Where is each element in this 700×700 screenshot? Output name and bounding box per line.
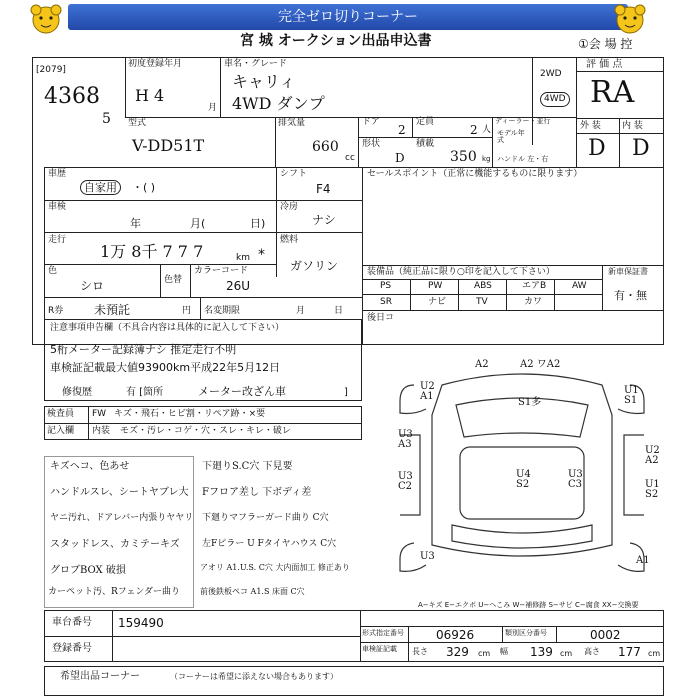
dealer-label: ディーラー・並行 — [495, 117, 551, 125]
remark-right-2: Fフロア差し 下ボディ差 — [202, 487, 312, 498]
mark-a2-top: A2 — [475, 359, 489, 370]
transfer-month: 月 — [296, 306, 306, 316]
color-code-label: カラーコード — [194, 266, 249, 276]
usage-value-circled: 自家用 — [80, 180, 121, 195]
equip-ps: PS — [380, 281, 392, 291]
evaluation-label: 評 価 点 — [586, 59, 623, 70]
equip-abs: ABS — [474, 281, 492, 291]
warranty-label: 新車保証書 — [608, 267, 648, 276]
mark-a2-wa: A2 ワA2 — [520, 359, 561, 370]
drive-2wd: 2WD — [540, 69, 562, 79]
car-outline-right-side — [624, 435, 644, 515]
height-value: 177 — [618, 645, 641, 659]
remark-right-5: アオリ A1.U.S. C穴 大内面加工 修正あり — [200, 563, 350, 572]
month-suffix: 月 — [208, 103, 218, 113]
inspection-label: 車検 — [48, 202, 67, 212]
inspector-interior: 内装 — [92, 426, 111, 436]
recycle-unit: 円 — [182, 306, 192, 316]
wish-corner-label: 希望出品コーナー — [60, 671, 140, 682]
remark-right-3: 下廻りマフラーガード曲り C穴 — [202, 513, 329, 523]
shift-value: F4 — [316, 182, 331, 196]
length-label: 長さ — [412, 647, 428, 656]
doors-label: ドア — [362, 117, 380, 127]
remark-left-3: ヤニ汚れ、ドアレバー内張りヤヤリ — [50, 513, 194, 523]
mark-s1: S1多 — [518, 397, 542, 408]
auction-name: 宮 城 オークション出品申込書 — [240, 33, 432, 49]
length-value: 329 — [446, 645, 469, 659]
color-value: シロ — [80, 279, 105, 293]
warranty-value: 有・無 — [614, 289, 647, 302]
mascot-left-icon — [28, 2, 64, 36]
notes-label: 注意事項申告欄（不具合内容は具体的に記入して下さい） — [50, 323, 285, 333]
registration-number-label: 登録番号 — [52, 643, 92, 654]
model-label: 型式 — [128, 118, 147, 128]
exterior-grade: D — [588, 136, 606, 161]
venue-label: ①会 場 控 — [578, 37, 633, 51]
title-banner — [68, 4, 628, 30]
evaluation-score: RA — [590, 75, 635, 110]
model-year-label: モデル年式 — [497, 129, 525, 144]
remark-left-1: キズヘコ、色あせ — [50, 461, 130, 472]
damage-legend: A−キズ E−エクボ U−へこみ W−補修跡 S−サビ C−腐食 XX−交換要 — [418, 601, 639, 609]
color-code-value: 26U — [226, 279, 251, 293]
displacement-unit: cc — [345, 153, 355, 163]
remark-left-4: スタッドレス、カミテーキズ — [50, 539, 180, 550]
equip-tv: TV — [476, 297, 488, 307]
load-value: 350 — [450, 149, 477, 165]
chassis-number-label: 車台番号 — [52, 617, 92, 628]
shape-label: 形状 — [362, 139, 381, 149]
drive-4wd-circled: 4WD — [540, 92, 570, 107]
inspector-fw: FW — [92, 409, 107, 419]
color-label: 色 — [48, 266, 58, 276]
load-unit: kg — [482, 155, 491, 163]
wish-corner-note: （コーナーは希望に添えない場合もあります） — [170, 672, 338, 681]
mileage-label: 走行 — [48, 235, 67, 245]
mark-u3-bottom: U3 — [420, 551, 435, 562]
width-unit: cm — [560, 649, 573, 658]
equipment-label: 装備品（純正品に限り○印を記入して下さい） — [367, 267, 555, 277]
capacity-unit: 人 — [482, 125, 492, 135]
exterior-label: 外 装 — [580, 121, 601, 131]
mark-u1-s2-right: U1 S2 — [645, 479, 660, 500]
interior-grade: D — [632, 136, 650, 161]
aircon-value: ナシ — [312, 213, 336, 227]
usage-label: 車歴 — [48, 169, 67, 179]
mileage-unit: km — [236, 253, 250, 263]
inspection-day: 日) — [250, 217, 266, 230]
name-grade-label: 車名・グレード — [224, 59, 288, 69]
shape-value: D — [395, 151, 405, 165]
equip-pw: PW — [428, 281, 443, 291]
size-label: 車検証記載 — [362, 645, 397, 653]
car-outline-rear — [452, 525, 592, 548]
equip-sr: SR — [380, 297, 392, 307]
mark-u2-a2-right: U2 A2 — [645, 445, 660, 466]
length-unit: cm — [478, 649, 491, 658]
repair-history-value: 有 [箇所 — [126, 387, 164, 398]
remark-left-6: カーペット汚、Rフェンダー曲り — [48, 587, 180, 597]
sales-points-label: セールスポイント（正常に機能するものに限ります） — [367, 169, 583, 179]
equip-navi: ナビ — [428, 297, 447, 307]
inspection-month: 月( — [190, 217, 206, 230]
equip-aw: AW — [572, 281, 587, 291]
type-cert-label: 形式指定番号 — [362, 629, 404, 637]
transfer-deadline-label: 名変期限 — [204, 306, 241, 316]
after-fit-label: 後日コ — [367, 313, 395, 323]
mileage-star: * — [258, 247, 265, 263]
fuel-label: 燃料 — [280, 235, 299, 245]
remark-right-1: 下廻りS.C穴 下見要 — [202, 461, 293, 472]
mascot-right-icon — [612, 2, 648, 36]
repair-close: ] — [344, 387, 348, 398]
shift-label: シフト — [280, 169, 308, 179]
height-unit: cm — [648, 649, 661, 658]
equip-leather: カワ — [524, 297, 543, 307]
notes-line-2: 車検証記載最大値93900km平成22年5月12日 — [50, 361, 281, 374]
chassis-number-value: 159490 — [118, 616, 164, 630]
usage-paren: ・( ) — [132, 181, 156, 194]
repair-location: メーター改ざん車 — [198, 385, 286, 398]
load-label: 積載 — [416, 139, 435, 149]
displacement-label: 排気量 — [278, 118, 306, 128]
repair-history-label: 修復歴 — [62, 387, 92, 398]
lot-mark: 5 — [102, 111, 111, 127]
width-value: 139 — [530, 645, 553, 659]
notes-line-1: 5桁メーター記録簿ナシ 推定走行不明 — [50, 343, 237, 356]
class-value: 0002 — [590, 628, 621, 642]
recycle-value: 未預託 — [94, 303, 131, 317]
mileage-value: 1万 8千 7 7 7 — [100, 242, 204, 261]
mark-u3-a3: U3 A3 — [398, 429, 413, 450]
interior-label: 内 装 — [622, 121, 643, 131]
equip-airbag: エアB — [522, 281, 547, 291]
displacement-value: 660 — [312, 139, 339, 155]
capacity-value: 2 — [470, 123, 478, 137]
model-value: V-DD51T — [132, 136, 205, 155]
remark-right-4: 左Fピラー U Fタイヤハウス C穴 — [202, 539, 337, 549]
fuel-value: ガソリン — [290, 259, 339, 273]
recycle-label: R券 — [48, 306, 64, 316]
height-label: 高さ — [584, 647, 600, 656]
remark-left-5: グロブBOX 破損 — [50, 565, 126, 576]
inspector-label: 検査員 — [47, 409, 75, 419]
mark-u3-c3: U3 C3 — [568, 469, 583, 490]
lot-id: [2079] — [36, 65, 66, 75]
mark-u2-a1-left: U2 A1 — [420, 381, 435, 402]
inspection-year: 年 — [130, 217, 141, 230]
doors-value: 2 — [398, 123, 406, 137]
banner-title: 完全ゼロ切りコーナー — [278, 9, 418, 25]
inspector-interior-items: モズ・汚レ・コゲ・穴・スレ・キレ・破レ — [120, 426, 291, 436]
aircon-label: 冷房 — [280, 202, 299, 212]
mark-u4-s2: U4 S2 — [516, 469, 531, 490]
remark-right-6: 前後鉄板ペコ A1.S 床面 C穴 — [200, 587, 305, 596]
mark-a1-bottom: A1 — [636, 555, 650, 566]
inspector-entry-label: 記入欄 — [47, 426, 75, 436]
transfer-day: 日 — [334, 306, 344, 316]
handle-label: ハンドル 左・右 — [497, 155, 549, 163]
car-name: キャリィ — [232, 72, 296, 91]
remark-left-2: ハンドルスレ、シートヤブレ大 — [50, 487, 189, 498]
type-cert-value: 06926 — [436, 628, 475, 642]
mark-u1-s1-right: U1 S1 — [624, 385, 639, 406]
remarks-left-box — [44, 456, 194, 608]
inspector-fw-items: キズ・飛石・ヒビ割・リペア跡・×要 — [114, 409, 266, 419]
first-registration-label: 初度登録年月 — [128, 59, 183, 69]
width-label: 幅 — [500, 647, 508, 656]
capacity-label: 定員 — [416, 117, 435, 127]
first-registration-value: H 4 — [135, 86, 165, 105]
class-label: 類別区分番号 — [505, 629, 547, 637]
mark-u3-c2: U3 C2 — [398, 471, 413, 492]
car-grade: 4WD ダンプ — [232, 94, 325, 113]
lot-number: 4368 — [44, 84, 100, 109]
color-change-label: 色替 — [164, 275, 183, 285]
